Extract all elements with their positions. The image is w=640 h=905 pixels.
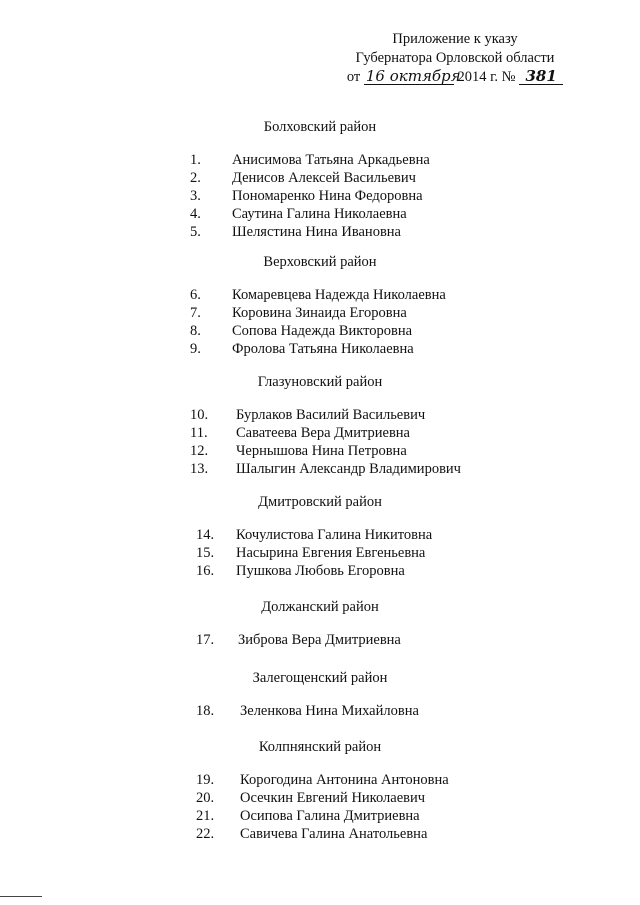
item-number: 11. <box>190 424 208 441</box>
district-title: Верховский район <box>263 254 377 270</box>
district-title: Глазуновский район <box>257 374 383 390</box>
item-number: 6. <box>190 287 201 303</box>
person-name: Саватеева Вера Дмитриевна <box>236 424 410 441</box>
item-number: 5. <box>190 223 201 240</box>
item-number: 7. <box>190 304 201 321</box>
item-number: 14. <box>196 527 215 543</box>
item-number: 15. <box>196 544 215 561</box>
item-number: 10. <box>190 407 209 423</box>
item-number: 22. <box>196 825 215 842</box>
person-name: Пономаренко Нина Федоровна <box>232 187 423 204</box>
person-name: Насырина Евгения Евгеньевна <box>236 544 426 561</box>
page-edge-mark <box>0 896 42 897</box>
document-header <box>320 30 590 87</box>
item-number: 1. <box>190 152 201 168</box>
district-title: Дмитровский район <box>258 494 382 510</box>
person-name: Комаревцева Надежда Николаевна <box>232 287 446 303</box>
district-title: Должанский район <box>261 599 379 615</box>
governor-line: Губернатора Орловской области <box>355 50 555 66</box>
item-number: 2. <box>190 169 201 186</box>
item-number: 3. <box>190 187 201 204</box>
handwritten-number: 381 <box>519 69 563 85</box>
date-number-line <box>320 68 590 87</box>
person-name: Бурлаков Василий Васильевич <box>236 407 426 423</box>
item-number: 16. <box>196 562 215 579</box>
person-name: Зиброва Вера Дмитриевна <box>238 632 401 648</box>
item-number: 19. <box>196 772 215 788</box>
person-name: Шелястина Нина Ивановна <box>232 223 401 240</box>
person-name: Коровина Зинаида Егоровна <box>232 304 407 321</box>
item-number: 18. <box>196 703 215 719</box>
person-name: Анисимова Татьяна Аркадьевна <box>232 152 430 168</box>
item-number: 4. <box>190 205 201 222</box>
person-name: Зеленкова Нина Михайловна <box>240 703 419 719</box>
district-title: Залегощенский район <box>252 670 388 686</box>
person-name: Сопова Надежда Викторовна <box>232 322 413 339</box>
handwritten-date: 16 октября <box>365 67 461 85</box>
item-number: 8. <box>190 322 201 339</box>
appendix-line: Приложение к указу <box>392 31 518 47</box>
item-number: 12. <box>190 442 209 459</box>
date-prefix: от <box>346 69 361 85</box>
person-name: Денисов Алексей Васильевич <box>232 169 416 186</box>
item-number: 13. <box>190 460 209 477</box>
person-name: Шалыгин Александр Владимирович <box>236 460 461 477</box>
person-name: Пушкова Любовь Егоровна <box>236 562 405 579</box>
person-name: Чернышова Нина Петровна <box>236 442 407 459</box>
item-number: 17. <box>196 632 215 648</box>
person-name: Саутина Галина Николаевна <box>232 205 407 222</box>
item-number: 9. <box>190 340 201 357</box>
district-title: Болховский район <box>263 119 377 135</box>
person-name: Корогодина Антонина Антоновна <box>240 772 449 788</box>
person-name: Осечкин Евгений Николаевич <box>240 789 426 806</box>
item-number: 20. <box>196 789 215 806</box>
year-label: 2014 г. № <box>457 69 516 85</box>
item-number: 21. <box>196 807 215 824</box>
district-title: Колпнянский район <box>258 739 382 755</box>
person-name: Фролова Татьяна Николаевна <box>232 340 414 357</box>
person-name: Осипова Галина Дмитриевна <box>240 807 420 824</box>
person-name: Кочулистова Галина Никитовна <box>236 527 433 543</box>
person-name: Савичева Галина Анатольевна <box>240 825 428 842</box>
